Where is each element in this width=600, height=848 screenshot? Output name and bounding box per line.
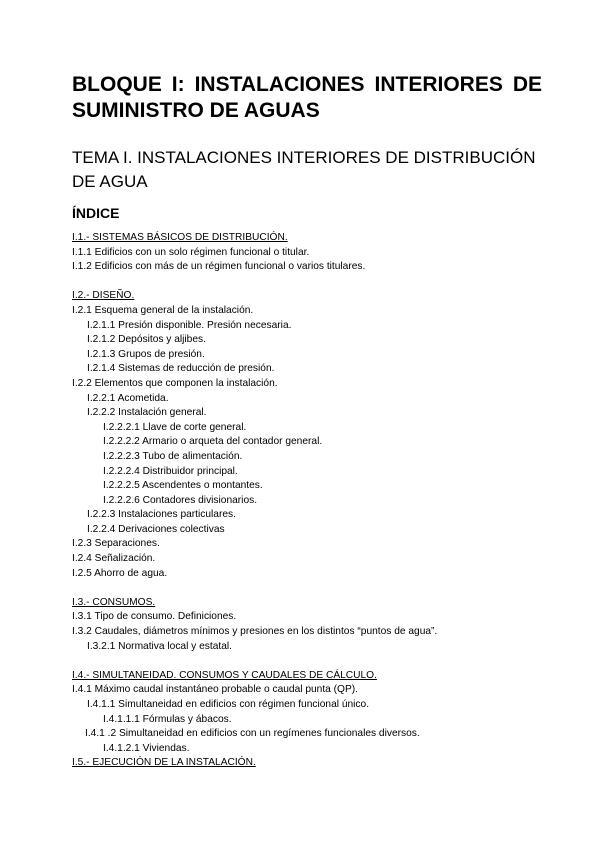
toc-subitem: I.2.2.2 Instalación general. (87, 407, 207, 419)
toc-section-2: I.2.- DISEÑO. (72, 290, 135, 302)
toc-section-4: I.4.- SIMULTANEIDAD. CONSUMOS Y CAUDALES DE CÁLCULO. (72, 669, 377, 681)
toc-subitem: I.2.2.4 Derivaciones colectivas (87, 523, 225, 535)
toc-item: I.2.3 Separaciones. (72, 538, 160, 550)
toc-subitem: I.2.2.3 Instalaciones particulares. (87, 509, 236, 521)
toc-subitem: I.2.1.3 Grupos de presión. (87, 348, 205, 360)
table-of-contents (72, 231, 552, 771)
toc-subitem: I.4.1.1 Simultaneidad en edificios con régimen funcional único. (87, 699, 370, 710)
toc-item: I.2.2 Elementos que componen la instalación. (72, 377, 278, 389)
toc-subitem: I.2.1.4 Sistemas de reducción de presión. (87, 363, 275, 375)
toc-subsubitem: I.2.2.2.2 Armario o arqueta del contador general. (103, 436, 323, 448)
toc-subsubitem: I.2.2.2.6 Contadores divisionarios. (103, 494, 258, 506)
toc-item: I.1.2 Edificios con más de un régimen funcional o varios titulares. (72, 261, 366, 273)
toc-subitem: I.2.1.1 Presión disponible. Presión necesaria. (87, 319, 292, 331)
toc-subsubitem: I.4.1.2.1 Viviendas. (103, 742, 190, 754)
toc-subitem: I.2.1.2 Depósitos y aljibes. (87, 334, 206, 346)
toc-item: I.2.1 Esquema general de la instalación. (72, 304, 254, 316)
toc-item: I.1.1 Edificios con un solo régimen funcional o titular. (72, 246, 310, 258)
toc-item: I.4.1 Máximo caudal instantáneo probable o caudal punta (QP). (72, 684, 358, 696)
toc-subitem: I.2.2.1 Acometida. (87, 392, 169, 404)
toc-section-5: I.5.- EJECUCIÓN DE LA INSTALACIÓN. (72, 757, 256, 769)
indice-heading: ÍNDICE (72, 205, 120, 221)
toc-section-1: I.1.- SISTEMAS BÁSICOS DE DISTRIBUCIÓN. (72, 232, 288, 243)
toc-subitem: I.4.1 .2 Simultaneidad en edificios con un regímenes funcionales diversos. (85, 728, 420, 740)
toc-item: I.3.2 Caudales, diámetros mínimos y presiones en los distintos “puntos de agua”. (72, 626, 438, 638)
toc-item: I.3.1 Tipo de consumo. Definiciones. (72, 611, 237, 623)
toc-subsubitem: I.2.2.2.1 Llave de corte general. (103, 421, 247, 433)
tema-title: TEMA I. INSTALACIONES INTERIORES DE DISTRIBUCIÓN DE AGUA (72, 148, 536, 191)
bloque-title: BLOQUE I: INSTALACIONES INTERIORES DE SUMINISTRO DE AGUAS (72, 73, 542, 122)
toc-subsubitem: I.2.2.2.4 Distribuidor principal. (103, 465, 238, 477)
toc-subsubitem: I.2.2.2.5 Ascendentes o montantes. (103, 480, 263, 492)
toc-section-3: I.3.- CONSUMOS. (72, 596, 156, 608)
toc-subitem: I.3.2.1 Normativa local y estatal. (87, 640, 232, 652)
toc-subsubitem: I.2.2.2.3 Tubo de alimentación. (103, 450, 243, 462)
toc-item: I.2.4 Señalización. (72, 553, 156, 565)
toc-subsubitem: I.4.1.1.1 Fórmulas y ábacos. (103, 713, 232, 725)
toc-item: I.2.5 Ahorro de agua. (72, 567, 168, 579)
